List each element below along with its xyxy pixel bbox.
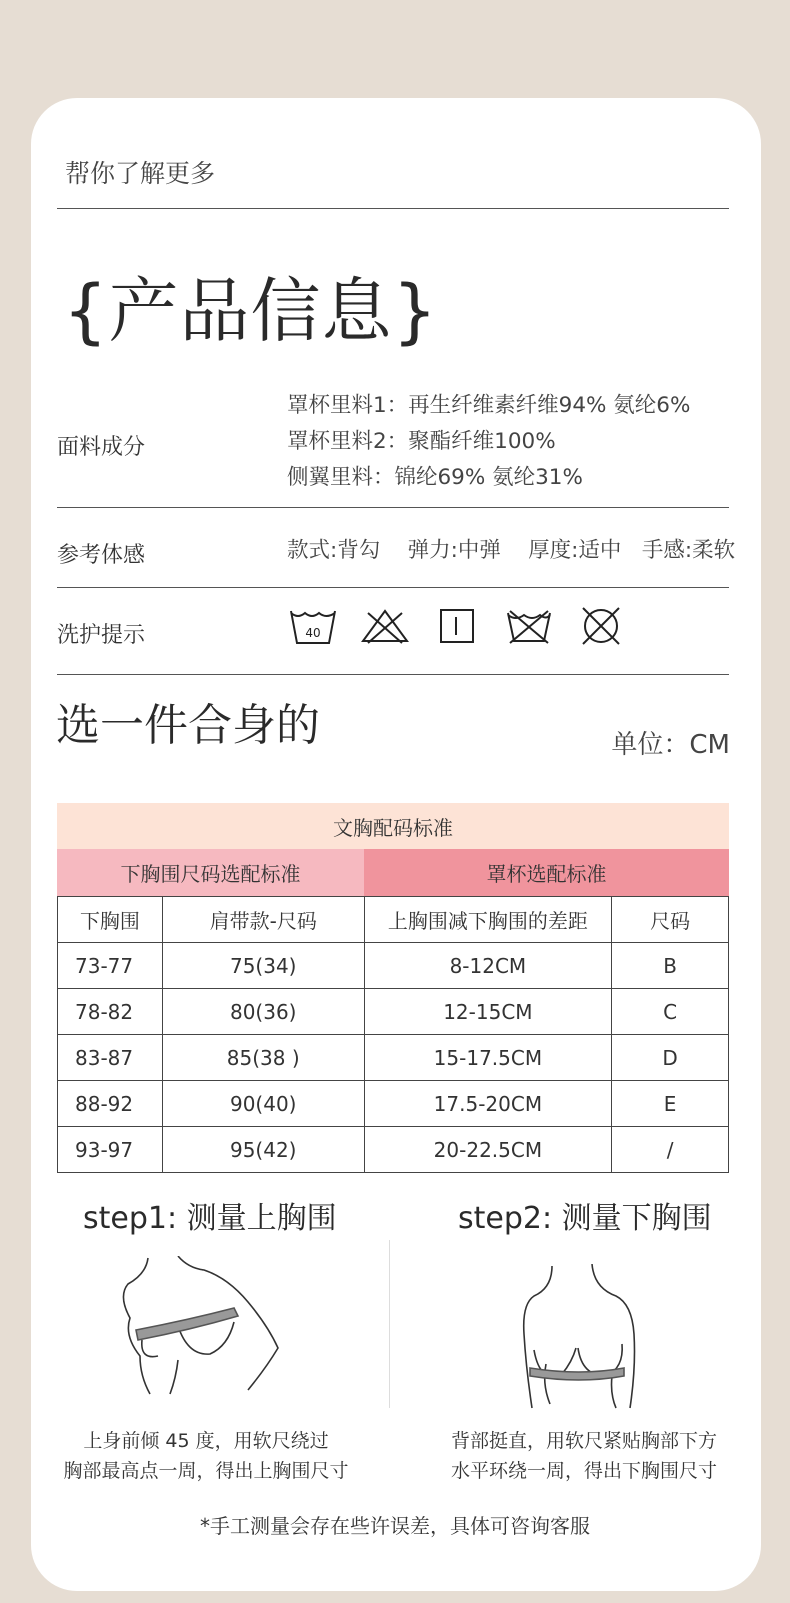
table-cell: 12-15CM (364, 989, 612, 1035)
table-cell: 83-87 (58, 1035, 163, 1081)
table-cell: 8-12CM (364, 943, 612, 989)
divider (57, 208, 729, 209)
table-cell: B (612, 943, 729, 989)
table-cell: E (612, 1081, 729, 1127)
fabric-values (287, 388, 690, 496)
table-cell: C (612, 989, 729, 1035)
table-cell: 90(40) (162, 1081, 364, 1127)
divider (57, 587, 729, 588)
column-header: 肩带款-尺码 (162, 897, 364, 943)
svg-text:40: 40 (305, 626, 321, 640)
table-cell: D (612, 1035, 729, 1081)
column-header: 尺码 (612, 897, 729, 943)
table-title: 文胸配码标准 (57, 803, 729, 849)
group-left-header: 下胸围尺码选配标准 (57, 849, 364, 896)
table-cell: / (612, 1127, 729, 1173)
step1-title: step1: 测量上胸围 (83, 1201, 337, 1236)
intro-text: 帮你了解更多 (65, 159, 216, 188)
table-group-header (57, 849, 729, 896)
step1-desc-line: 胸部最高点一周，得出上胸围尺寸 (63, 1460, 349, 1482)
unit-label: 单位：CM (611, 730, 730, 760)
divider (57, 674, 729, 675)
upper-bust-illustration (118, 1256, 288, 1400)
size-table (57, 803, 729, 1173)
table-cell: 75(34) (162, 943, 364, 989)
step2-desc-line: 背部挺直，用软尺紧贴胸部下方 (450, 1430, 717, 1452)
table-row (58, 1035, 729, 1081)
fabric-label: 面料成分 (57, 435, 146, 460)
table-row (58, 943, 729, 989)
table-row (58, 1081, 729, 1127)
care-label: 洗护提示 (57, 623, 146, 648)
under-bust-illustration (520, 1264, 650, 1414)
no-bleach-icon (360, 605, 410, 647)
table-cell: 80(36) (162, 989, 364, 1035)
fit-title: 选一件合身的 (56, 700, 320, 751)
column-header: 下胸围 (58, 897, 163, 943)
table-cell: 73-77 (58, 943, 163, 989)
step1-desc-line: 上身前倾 45 度，用软尺绕过 (83, 1430, 329, 1452)
wash-40-icon (288, 605, 338, 647)
table-cell: 78-82 (58, 989, 163, 1035)
table-cell: 95(42) (162, 1127, 364, 1173)
step2-title: step2: 测量下胸围 (458, 1201, 712, 1236)
divider (57, 507, 729, 508)
step2-description (432, 1426, 736, 1486)
table-row (58, 989, 729, 1035)
step2-desc-line: 水平环绕一周，得出下胸围尺寸 (450, 1460, 717, 1482)
table-cell: 85(38 ) (162, 1035, 364, 1081)
table-cell: 15-17.5CM (364, 1035, 612, 1081)
step-divider (389, 1240, 390, 1408)
measurement-note: *手工测量会存在些许误差，具体可咨询客服 (200, 1514, 590, 1538)
feel-label: 参考体感 (57, 543, 146, 568)
table-header-row (58, 897, 729, 943)
fabric-line: 罩杯里料1：再生纤维素纤维94% 氨纶6% (287, 393, 691, 418)
table-row (58, 1127, 729, 1173)
page-title: {产品信息} (63, 270, 439, 352)
feel-value: 款式:背勾 弹力:中弹 厚度:适中 手感:柔软 (287, 538, 736, 563)
fabric-line: 侧翼里料：锦纶69% 氨纶31% (287, 465, 583, 490)
table-cell: 20-22.5CM (364, 1127, 612, 1173)
line-dry-icon (432, 605, 482, 647)
group-right-header: 罩杯选配标准 (364, 849, 729, 896)
step1-description (51, 1426, 361, 1486)
table-cell: 93-97 (58, 1127, 163, 1173)
no-dry-clean-icon (576, 605, 626, 647)
fabric-line: 罩杯里料2：聚酯纤维100% (287, 429, 556, 454)
column-header: 上胸围减下胸围的差距 (364, 897, 612, 943)
table-cell: 17.5-20CM (364, 1081, 612, 1127)
no-tumble-dry-icon (504, 605, 554, 647)
table-cell: 88-92 (58, 1081, 163, 1127)
care-icons (288, 605, 626, 647)
size-grid (57, 896, 729, 1173)
